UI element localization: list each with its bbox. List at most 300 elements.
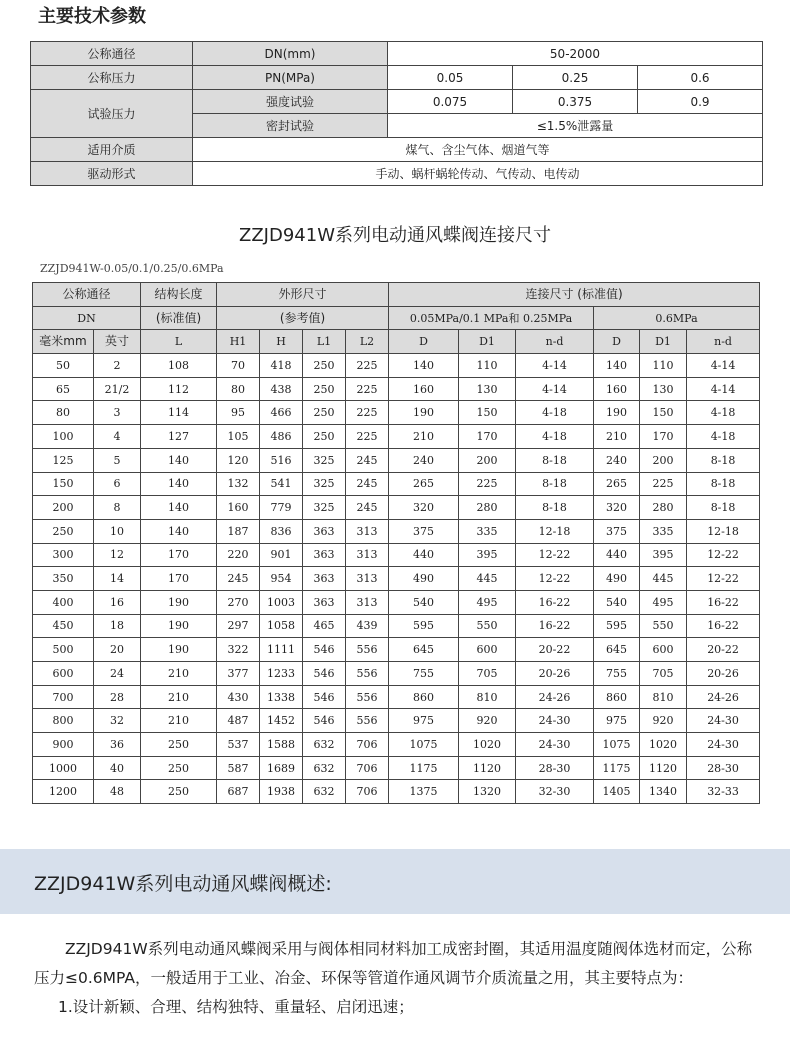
table-cell: 210: [141, 709, 217, 733]
overview-banner: [0, 849, 790, 914]
table-cell: 48: [94, 780, 141, 804]
table-cell: 245: [346, 448, 389, 472]
table-cell: 245: [346, 496, 389, 520]
table-cell: 335: [459, 519, 516, 543]
table-cell: 225: [346, 401, 389, 425]
table-cell: 556: [346, 638, 389, 662]
table-cell: 313: [346, 590, 389, 614]
table-header-row: [33, 330, 760, 354]
table-cell: 150: [459, 401, 516, 425]
table-cell: 1340: [640, 780, 687, 804]
table-row: [33, 354, 760, 378]
table-row: [33, 448, 760, 472]
table-cell: 28-30: [687, 756, 760, 780]
table-cell: 20-22: [687, 638, 760, 662]
table-row: [31, 90, 763, 114]
table-cell: 200: [33, 496, 94, 520]
header-cell: 外形尺寸: [217, 283, 389, 307]
overview-paragraph: ZZJD941W系列电动通风蝶阀采用与阀体相同材料加工成密封圈，其适用温度随阀体选材而定，公称压力≤0.6MPA，一般适用于工业、冶金、环保等管道作通风调节介质流量之用，其主要特点为：: [34, 940, 753, 987]
table-row: [33, 401, 760, 425]
table-cell: 1405: [594, 780, 640, 804]
table-cell: 210: [389, 425, 459, 449]
table-cell: 225: [346, 354, 389, 378]
header-cell: 连接尺寸 (标准值): [389, 283, 760, 307]
param-value: 煤气、含尘气体、烟道气等: [193, 138, 763, 162]
param-value: 手动、蜗杆蜗轮传动、气传动、电传动: [193, 162, 763, 186]
header-cell: (标准值): [141, 306, 217, 330]
table-cell: 546: [303, 638, 346, 662]
column-header: H: [260, 330, 303, 354]
table-cell: 10: [94, 519, 141, 543]
table-cell: 3: [94, 401, 141, 425]
table-cell: 270: [217, 590, 260, 614]
table-row: [33, 780, 760, 804]
tech-params-table: [30, 41, 763, 186]
table-cell: 140: [594, 354, 640, 378]
table-cell: 440: [389, 543, 459, 567]
table-cell: 297: [217, 614, 260, 638]
table-cell: 280: [459, 496, 516, 520]
overview-title: ZZJD941W系列电动通风蝶阀概述:: [34, 873, 332, 895]
table-cell: 706: [346, 780, 389, 804]
table-cell: 495: [459, 590, 516, 614]
table-cell: 313: [346, 543, 389, 567]
table-cell: 8-18: [516, 496, 594, 520]
table-cell: 250: [33, 519, 94, 543]
table-cell: 1020: [640, 733, 687, 757]
table-cell: 245: [346, 472, 389, 496]
table-cell: 28-30: [516, 756, 594, 780]
table-cell: 377: [217, 662, 260, 686]
table-cell: 190: [389, 401, 459, 425]
table-cell: 140: [141, 519, 217, 543]
table-cell: 20-22: [516, 638, 594, 662]
table-cell: 375: [389, 519, 459, 543]
column-header: 英寸: [94, 330, 141, 354]
table-cell: 24-26: [687, 685, 760, 709]
table-row: [31, 138, 763, 162]
table-cell: 190: [141, 638, 217, 662]
table-cell: 541: [260, 472, 303, 496]
table-cell: 4-14: [516, 377, 594, 401]
column-header: 毫米mm: [33, 330, 94, 354]
table-row: [33, 472, 760, 496]
table-cell: 320: [389, 496, 459, 520]
table-cell: 487: [217, 709, 260, 733]
table-cell: 32-30: [516, 780, 594, 804]
table-cell: 810: [640, 685, 687, 709]
table-cell: 12: [94, 543, 141, 567]
column-header: L2: [346, 330, 389, 354]
table-cell: 490: [389, 567, 459, 591]
table-cell: 250: [141, 733, 217, 757]
table-cell: 225: [640, 472, 687, 496]
table-cell: 150: [33, 472, 94, 496]
table-cell: 810: [459, 685, 516, 709]
table-cell: 8-18: [687, 448, 760, 472]
table-cell: 1058: [260, 614, 303, 638]
table-cell: 18: [94, 614, 141, 638]
table-cell: 16-22: [516, 590, 594, 614]
table-cell: 595: [389, 614, 459, 638]
table-cell: 600: [640, 638, 687, 662]
table-cell: 1320: [459, 780, 516, 804]
table-cell: 225: [346, 425, 389, 449]
table-cell: 920: [640, 709, 687, 733]
table-cell: 705: [640, 662, 687, 686]
table-cell: 1175: [389, 756, 459, 780]
column-header: D: [594, 330, 640, 354]
table-cell: 160: [217, 496, 260, 520]
table-cell: 975: [389, 709, 459, 733]
table-cell: 430: [217, 685, 260, 709]
table-cell: 250: [303, 354, 346, 378]
table-row: [33, 709, 760, 733]
table-cell: 190: [594, 401, 640, 425]
table-cell: 4-14: [687, 354, 760, 378]
table-cell: 466: [260, 401, 303, 425]
table-cell: 100: [33, 425, 94, 449]
column-header: D1: [640, 330, 687, 354]
table-cell: 1338: [260, 685, 303, 709]
table-cell: 836: [260, 519, 303, 543]
table-cell: 495: [640, 590, 687, 614]
table-cell: 140: [141, 472, 217, 496]
table-cell: 1120: [640, 756, 687, 780]
table-cell: 150: [640, 401, 687, 425]
param-value: 50-2000: [388, 42, 763, 66]
table-cell: 363: [303, 567, 346, 591]
table-cell: 546: [303, 662, 346, 686]
column-header: n-d: [516, 330, 594, 354]
table-cell: 225: [346, 377, 389, 401]
table-row: [33, 590, 760, 614]
table-cell: 12-22: [516, 543, 594, 567]
table-cell: 1452: [260, 709, 303, 733]
param-value: 0.375: [513, 90, 638, 114]
table-cell: 12-18: [687, 519, 760, 543]
table-cell: 250: [141, 780, 217, 804]
param-label: 公称压力: [31, 66, 193, 90]
param-value: 0.075: [388, 90, 513, 114]
table-cell: 140: [141, 448, 217, 472]
table-cell: 705: [459, 662, 516, 686]
table-cell: 4-18: [516, 401, 594, 425]
table-cell: 40: [94, 756, 141, 780]
table-cell: 1689: [260, 756, 303, 780]
table-cell: 313: [346, 519, 389, 543]
table-cell: 187: [217, 519, 260, 543]
table-cell: 395: [640, 543, 687, 567]
table-cell: 550: [459, 614, 516, 638]
table-cell: 5: [94, 448, 141, 472]
table-cell: 12-18: [516, 519, 594, 543]
table-cell: 65: [33, 377, 94, 401]
table-cell: 500: [33, 638, 94, 662]
features-list: [34, 993, 758, 1022]
table-cell: 537: [217, 733, 260, 757]
table-cell: 313: [346, 567, 389, 591]
table-cell: 108: [141, 354, 217, 378]
table-cell: 687: [217, 780, 260, 804]
table-cell: 546: [303, 709, 346, 733]
table-cell: 516: [260, 448, 303, 472]
table-cell: 160: [389, 377, 459, 401]
table-cell: 265: [594, 472, 640, 496]
table-cell: 24-30: [516, 709, 594, 733]
table-cell: 632: [303, 780, 346, 804]
table-row: [33, 733, 760, 757]
table-cell: 550: [640, 614, 687, 638]
table-cell: 587: [217, 756, 260, 780]
table-cell: 245: [217, 567, 260, 591]
table-header-row: [33, 306, 760, 330]
table-cell: 127: [141, 425, 217, 449]
table-cell: 24-30: [687, 709, 760, 733]
table-cell: 363: [303, 519, 346, 543]
table-cell: 250: [303, 401, 346, 425]
table-cell: 954: [260, 567, 303, 591]
table-cell: 600: [33, 662, 94, 686]
table-cell: 280: [640, 496, 687, 520]
table-cell: 32-33: [687, 780, 760, 804]
table-cell: 20-26: [687, 662, 760, 686]
table-cell: 595: [594, 614, 640, 638]
table-cell: 110: [640, 354, 687, 378]
table-cell: 300: [33, 543, 94, 567]
column-header: n-d: [687, 330, 760, 354]
table-cell: 6: [94, 472, 141, 496]
table-cell: 418: [260, 354, 303, 378]
table-cell: 160: [594, 377, 640, 401]
column-header: H1: [217, 330, 260, 354]
table-cell: 1000: [33, 756, 94, 780]
table-cell: 8-18: [687, 472, 760, 496]
table-cell: 4-18: [687, 425, 760, 449]
table-cell: 1175: [594, 756, 640, 780]
table-cell: 546: [303, 685, 346, 709]
table-cell: 210: [141, 662, 217, 686]
table-cell: 860: [389, 685, 459, 709]
table-cell: 170: [640, 425, 687, 449]
table-cell: 112: [141, 377, 217, 401]
table-cell: 130: [459, 377, 516, 401]
table-cell: 36: [94, 733, 141, 757]
table-cell: 24: [94, 662, 141, 686]
table-cell: 363: [303, 543, 346, 567]
table-cell: 190: [141, 590, 217, 614]
overview-section: [34, 935, 758, 1022]
table-cell: 8: [94, 496, 141, 520]
table-header-row: [33, 283, 760, 307]
table-cell: 12-22: [687, 567, 760, 591]
table-cell: 200: [640, 448, 687, 472]
table-cell: 16-22: [687, 614, 760, 638]
table-cell: 540: [594, 590, 640, 614]
table-cell: 16: [94, 590, 141, 614]
param-sub: PN(MPa): [193, 66, 388, 90]
table-cell: 170: [459, 425, 516, 449]
table-cell: 632: [303, 756, 346, 780]
table-row: [33, 377, 760, 401]
table-cell: 450: [33, 614, 94, 638]
param-value: 0.9: [638, 90, 763, 114]
table-cell: 12-22: [687, 543, 760, 567]
table-cell: 225: [459, 472, 516, 496]
param-value: ≤1.5%泄露量: [388, 114, 763, 138]
table-cell: 240: [594, 448, 640, 472]
param-label: 公称通径: [31, 42, 193, 66]
header-cell: 0.05MPa/0.1 MPa和 0.25MPa: [389, 306, 594, 330]
table-cell: 645: [389, 638, 459, 662]
column-header: D: [389, 330, 459, 354]
table-cell: 16-22: [516, 614, 594, 638]
table-cell: 190: [141, 614, 217, 638]
dims-subtitle: ZZJD941W-0.05/0.1/0.25/0.6MPa: [40, 262, 224, 275]
param-sub: 密封试验: [193, 114, 388, 138]
table-cell: 556: [346, 662, 389, 686]
table-cell: 8-18: [687, 496, 760, 520]
header-cell: DN: [33, 306, 141, 330]
table-cell: 105: [217, 425, 260, 449]
table-cell: 363: [303, 590, 346, 614]
dims-title: ZZJD941W系列电动通风蝶阀连接尺寸: [239, 225, 551, 246]
param-sub: DN(mm): [193, 42, 388, 66]
table-cell: 70: [217, 354, 260, 378]
table-cell: 1200: [33, 780, 94, 804]
table-cell: 4-14: [516, 354, 594, 378]
table-cell: 1233: [260, 662, 303, 686]
table-row: [33, 567, 760, 591]
table-cell: 2: [94, 354, 141, 378]
table-row: [33, 496, 760, 520]
param-label: 适用介质: [31, 138, 193, 162]
dimensions-table: [32, 282, 760, 804]
table-cell: 28: [94, 685, 141, 709]
table-row: [33, 662, 760, 686]
table-cell: 32: [94, 709, 141, 733]
table-cell: 486: [260, 425, 303, 449]
table-cell: 325: [303, 472, 346, 496]
table-cell: 706: [346, 733, 389, 757]
table-cell: 114: [141, 401, 217, 425]
table-cell: 24-30: [687, 733, 760, 757]
table-cell: 325: [303, 448, 346, 472]
table-cell: 755: [594, 662, 640, 686]
table-cell: 1003: [260, 590, 303, 614]
table-cell: 975: [594, 709, 640, 733]
table-cell: 170: [141, 567, 217, 591]
table-cell: 779: [260, 496, 303, 520]
table-cell: 860: [594, 685, 640, 709]
table-cell: 140: [141, 496, 217, 520]
table-cell: 556: [346, 709, 389, 733]
table-cell: 755: [389, 662, 459, 686]
table-cell: 14: [94, 567, 141, 591]
table-cell: 200: [459, 448, 516, 472]
param-sub: 强度试验: [193, 90, 388, 114]
table-cell: 140: [389, 354, 459, 378]
table-row: [33, 614, 760, 638]
table-cell: 8-18: [516, 448, 594, 472]
table-cell: 4-18: [687, 401, 760, 425]
table-cell: 50: [33, 354, 94, 378]
table-cell: 1020: [459, 733, 516, 757]
table-cell: 20: [94, 638, 141, 662]
table-cell: 95: [217, 401, 260, 425]
table-cell: 120: [217, 448, 260, 472]
table-cell: 445: [640, 567, 687, 591]
table-cell: 439: [346, 614, 389, 638]
table-cell: 80: [33, 401, 94, 425]
table-row: [33, 519, 760, 543]
header-cell: (参考值): [217, 306, 389, 330]
table-cell: 110: [459, 354, 516, 378]
table-cell: 800: [33, 709, 94, 733]
header-cell: 结构长度: [141, 283, 217, 307]
column-header: L: [141, 330, 217, 354]
table-cell: 540: [389, 590, 459, 614]
table-cell: 132: [217, 472, 260, 496]
table-cell: 706: [346, 756, 389, 780]
table-cell: 12-22: [516, 567, 594, 591]
table-cell: 240: [389, 448, 459, 472]
table-cell: 700: [33, 685, 94, 709]
table-cell: 1111: [260, 638, 303, 662]
main-title: 主要技术参数: [38, 6, 146, 27]
table-row: [31, 66, 763, 90]
table-cell: 220: [217, 543, 260, 567]
table-cell: 920: [459, 709, 516, 733]
table-cell: 556: [346, 685, 389, 709]
table-cell: 4-18: [516, 425, 594, 449]
table-cell: 645: [594, 638, 640, 662]
table-cell: 1075: [594, 733, 640, 757]
table-row: [31, 42, 763, 66]
table-cell: 8-18: [516, 472, 594, 496]
table-cell: 335: [640, 519, 687, 543]
table-cell: 440: [594, 543, 640, 567]
table-cell: 445: [459, 567, 516, 591]
param-label: 驱动形式: [31, 162, 193, 186]
table-cell: 170: [141, 543, 217, 567]
table-cell: 900: [33, 733, 94, 757]
table-cell: 16-22: [687, 590, 760, 614]
table-cell: 1375: [389, 780, 459, 804]
table-cell: 1938: [260, 780, 303, 804]
table-row: [33, 685, 760, 709]
table-cell: 320: [594, 496, 640, 520]
header-cell: 0.6MPa: [594, 306, 760, 330]
table-cell: 130: [640, 377, 687, 401]
table-cell: 20-26: [516, 662, 594, 686]
table-cell: 490: [594, 567, 640, 591]
table-cell: 465: [303, 614, 346, 638]
table-cell: 250: [303, 425, 346, 449]
table-cell: 375: [594, 519, 640, 543]
table-cell: 322: [217, 638, 260, 662]
table-cell: 325: [303, 496, 346, 520]
table-cell: 395: [459, 543, 516, 567]
table-cell: 210: [141, 685, 217, 709]
table-cell: 210: [594, 425, 640, 449]
param-value: 0.6: [638, 66, 763, 90]
table-cell: 265: [389, 472, 459, 496]
table-cell: 250: [141, 756, 217, 780]
table-cell: 600: [459, 638, 516, 662]
column-header: D1: [459, 330, 516, 354]
table-cell: 4: [94, 425, 141, 449]
